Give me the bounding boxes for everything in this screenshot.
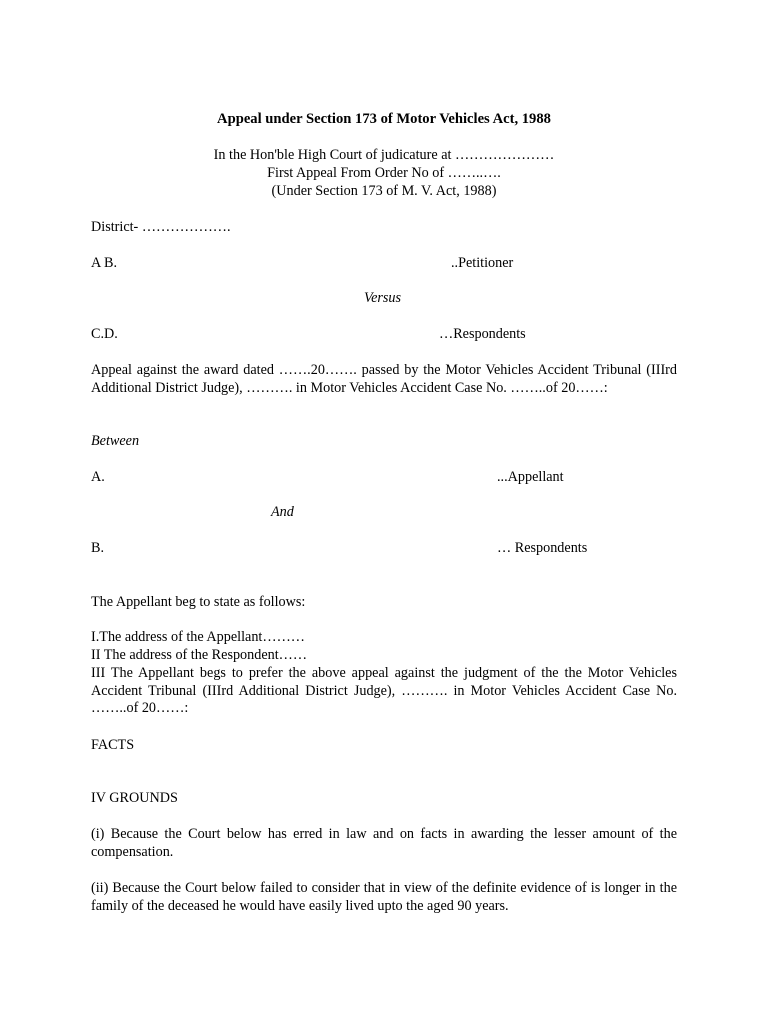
- beg-to-state-line: The Appellant beg to state as follows:: [91, 594, 306, 610]
- list-item-2: II The address of the Respondent……: [91, 647, 308, 663]
- respondents-label-1: …Respondents: [439, 326, 526, 342]
- ground-2: (ii) Because the Court below failed to consider that in view of the definite evidence of is longer in the family of the deceased he would have easily lived upto the aged 90 years.: [91, 880, 677, 914]
- first-appeal-line: First Appeal From Order No of ……..….: [267, 165, 501, 181]
- document-title: Appeal under Section 173 of Motor Vehicles Act, 1988: [217, 111, 551, 127]
- party-b: B.: [91, 540, 105, 556]
- between-label: Between: [91, 433, 140, 449]
- list-item-1: I.The address of the Appellant………: [91, 629, 305, 645]
- appellant-label: ...Appellant: [497, 469, 564, 485]
- grounds-heading: IV GROUNDS: [91, 790, 178, 806]
- and-label: And: [271, 504, 294, 520]
- facts-heading: FACTS: [91, 737, 135, 753]
- appeal-paragraph: Appeal against the award dated …….20……. passed by the Motor Vehicles Accident Tribunal (IIIrd Additional District Judge), ………. in Motor Vehicles Accident Case No. ……..of 20……:: [91, 362, 677, 396]
- party-a: A.: [91, 469, 105, 485]
- respondents-label-2: … Respondents: [497, 540, 588, 556]
- party-ab: A B.: [91, 255, 118, 271]
- district-line: District- ……………….: [91, 219, 231, 235]
- petitioner-label: ..Petitioner: [451, 255, 514, 271]
- party-cd: C.D.: [91, 326, 118, 342]
- ground-1: (i) Because the Court below has erred in law and on facts in awarding the lesser amount of the compensation.: [91, 826, 677, 860]
- list-item-3: III The Appellant begs to prefer the above appeal against the judgment of the the Motor Vehicles Accident Tribunal (IIIrd Additional District Judge), ………. in Motor Vehicles Accident Case No. ……..of 20……:: [91, 665, 677, 716]
- versus-label: Versus: [364, 290, 402, 306]
- under-section-line: (Under Section 173 of M. V. Act, 1988): [271, 183, 497, 199]
- court-line: In the Hon'ble High Court of judicature at …………………: [213, 147, 555, 163]
